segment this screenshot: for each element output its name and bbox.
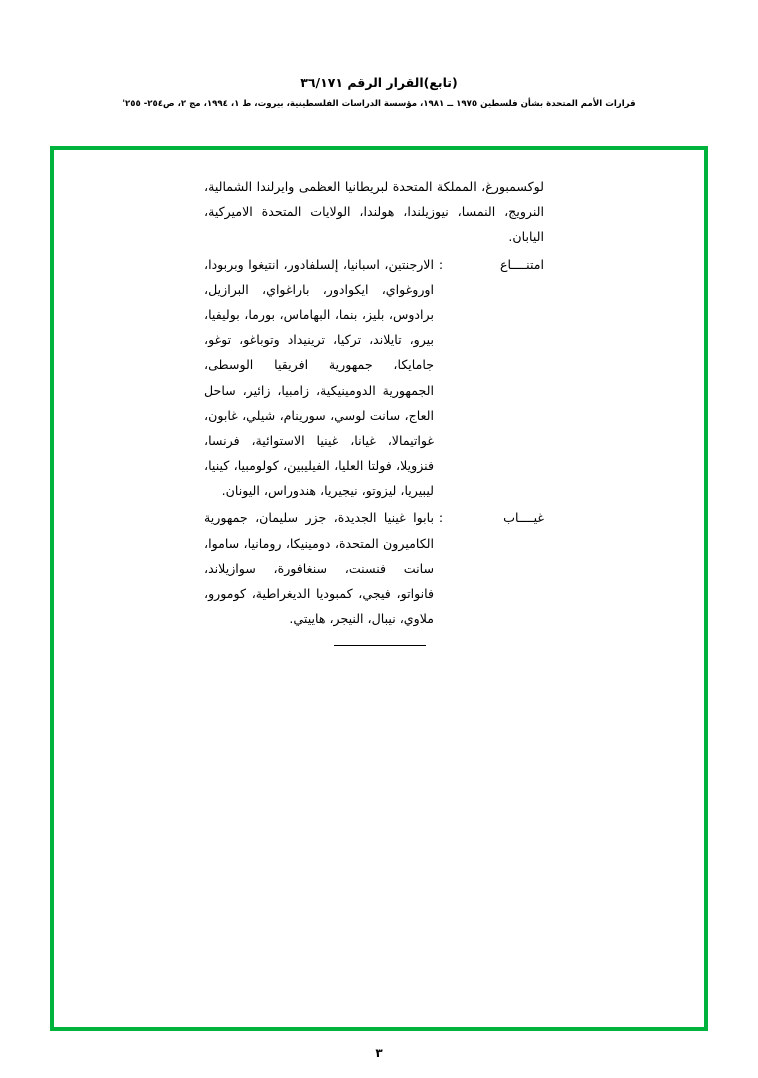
vote-row — [204, 252, 544, 504]
opening-paragraph: لوكسمبورغ، المملكة المتحدة لبريطانيا العظمى وايرلندا الشمالية، النرويج، النمسا، نيوزيلندا، هولندا، الولايات المتحدة الاميركية، اليابان. — [204, 179, 544, 245]
vote-separator: : — [438, 510, 444, 526]
page-header — [0, 74, 758, 111]
vote-label-abstain: امتنــــاع — [500, 256, 544, 272]
document-source-citation: قرارات الأمم المتحدة بشأن فلسطين ١٩٧٥ ــ ١٩٨١، مؤسسة الدراسات الفلسطينية، بيروت، ط ١، ١٩٩٤، مج ٢، ص٢٥٤- ٢٥٥' — [122, 98, 636, 109]
document-title: (تابع)القرار الرقم ٣٦/١٧١ — [300, 75, 458, 90]
vote-separator: : — [438, 256, 444, 272]
document-body — [204, 174, 544, 646]
vote-countries-absent: بابوا غينيا الجديدة، جزر سليمان، جمهورية الكاميرون المتحدة، دومينيكا، رومانيا، ساموا، سانت فنسنت، سنغافورة، سوازيلاند، فانواتو، فيجي، كمبوديا الديغراطية، كومورو، ملاوي، نيبال، النيجر، هاييتي. — [204, 510, 434, 627]
section-divider-rule — [334, 645, 426, 646]
green-bordered-content-frame — [50, 146, 708, 1031]
page-number: ٣ — [375, 1046, 383, 1060]
vote-countries-abstain: الارجنتين، اسبانيا، إلسلفادور، انتيغوا وبربودا، اوروغواي، ايكوادور، باراغواي، البرازيل، برادوس، بليز، بنما، البهاماس، بورما، بوليفيا، بيرو، تايلاند، تركيا، ترينيداد وتوباغو، توغو، جامايكا، جمهورية افريقيا الوسطى، الجمهورية الدومينيكية، زامبيا، زائير، ساحل العاج، سانت لوسي، سورينام، شيلي، غابون، غواتيمالا، غيانا، غينيا الاستوائية، فرنسا، فنزويلا، فولتا العليا، الفيليبين، كولومبيا، كينيا، ليبيريا، ليزوتو، نيجيريا، هندوراس، اليونان. — [204, 256, 434, 499]
vote-label-absent: غيــــاب — [503, 510, 544, 526]
vote-row — [204, 505, 544, 631]
